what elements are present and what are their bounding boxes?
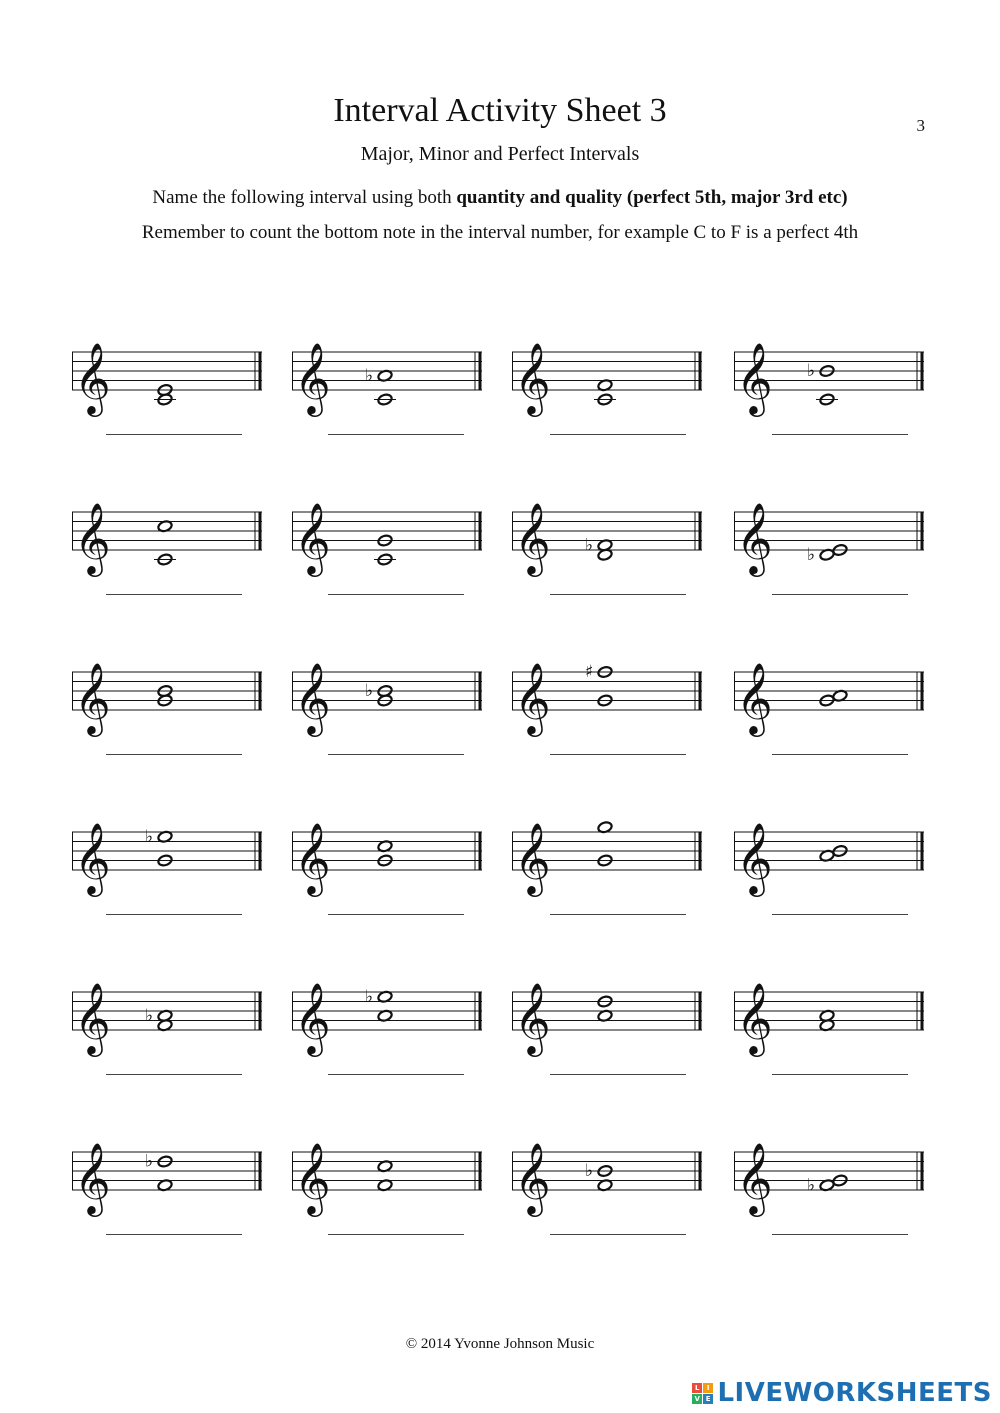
treble-clef-icon: 𝄞 [294,661,331,734]
instruction-text: Name the following interval using both [152,187,457,208]
treble-clef-icon: 𝄞 [736,501,773,574]
interval-staff [292,820,482,894]
interval-answer-field[interactable] [772,412,908,435]
interval-answer-field[interactable] [106,412,242,435]
interval-staff [72,500,262,574]
interval-staff [512,500,702,574]
treble-clef-icon: 𝄞 [74,661,111,734]
interval-staff [292,660,482,734]
treble-clef-icon: 𝄞 [514,341,551,414]
interval-answer-field[interactable] [106,1212,242,1235]
brand-text: LIVEWORKSHEETS [717,1378,992,1408]
interval-staff [734,340,924,414]
interval-staff [292,340,482,414]
brand-letter: E [703,1394,713,1404]
brand-letter: I [703,1383,713,1393]
treble-clef-icon: 𝄞 [736,821,773,894]
brand-letter: L [692,1383,702,1393]
interval-staff [72,1140,262,1214]
flat-accidental-icon: ♭ [145,1151,154,1172]
treble-clef-icon: 𝄞 [736,661,773,734]
interval-answer-field[interactable] [106,892,242,915]
treble-clef-icon: 𝄞 [74,501,111,574]
interval-staff [72,660,262,734]
interval-answer-field[interactable] [328,572,464,595]
flat-accidental-icon: ♭ [807,544,816,565]
flat-accidental-icon: ♭ [585,1161,594,1181]
interval-answer-field[interactable] [106,1052,242,1075]
treble-clef-icon: 𝄞 [74,821,111,894]
interval-answer-field[interactable] [106,572,242,595]
interval-answer-field[interactable] [328,412,464,435]
page-number: 3 [916,116,925,135]
liveworksheets-logo [692,1378,992,1408]
interval-staff [734,500,924,574]
page-subtitle: Major, Minor and Perfect Intervals [360,143,640,165]
interval-staff [734,1140,924,1214]
interval-staff [72,820,262,894]
treble-clef-icon: 𝄞 [514,501,551,574]
treble-clef-icon: 𝄞 [736,1141,773,1214]
treble-clef-icon: 𝄞 [736,341,773,414]
treble-clef-icon: 𝄞 [514,981,551,1054]
flat-accidental-icon: ♭ [145,1005,154,1026]
interval-answer-field[interactable] [772,1052,908,1075]
interval-staff [292,500,482,574]
flat-accidental-icon: ♭ [365,365,374,386]
interval-answer-field[interactable] [550,412,686,435]
treble-clef-icon: 𝄞 [294,821,331,894]
flat-accidental-icon: ♭ [365,681,374,701]
brand-letter: V [692,1394,702,1404]
interval-answer-field[interactable] [328,732,464,755]
instruction-line-2: Remember to count the bottom note in the interval number, for example C to F is a perfect 4th [141,222,859,243]
flat-accidental-icon: ♭ [145,826,154,847]
interval-staff [734,660,924,734]
interval-answer-field[interactable] [328,892,464,915]
sharp-accidental-icon: ♯ [585,662,594,682]
treble-clef-icon: 𝄞 [294,1141,331,1214]
instruction-bold-text: quantity and quality (perfect 5th, major 3rd etc) [456,187,848,208]
treble-clef-icon: 𝄞 [74,981,111,1054]
page-title: Interval Activity Sheet 3 [333,92,667,129]
interval-answer-field[interactable] [328,1052,464,1075]
interval-answer-field[interactable] [328,1212,464,1235]
treble-clef-icon: 𝄞 [514,661,551,734]
interval-answer-field[interactable] [550,572,686,595]
interval-staff [292,980,482,1054]
interval-answer-field[interactable] [550,892,686,915]
interval-answer-field[interactable] [772,892,908,915]
treble-clef-icon: 𝄞 [514,821,551,894]
treble-clef-icon: 𝄞 [514,1141,551,1214]
copyright-footer: © 2014 Yvonne Johnson Music [405,1336,595,1352]
flat-accidental-icon: ♭ [807,1175,816,1196]
flat-accidental-icon: ♭ [365,986,374,1007]
treble-clef-icon: 𝄞 [294,501,331,574]
interval-staff [512,1140,702,1214]
interval-staff [734,980,924,1054]
interval-answer-field[interactable] [772,1212,908,1235]
treble-clef-icon: 𝄞 [736,981,773,1054]
interval-staff [72,340,262,414]
brand-grid-icon [692,1383,713,1404]
treble-clef-icon: 𝄞 [74,1141,111,1214]
interval-answer-field[interactable] [772,572,908,595]
interval-staff [72,980,262,1054]
treble-clef-icon: 𝄞 [294,341,331,414]
interval-answer-field[interactable] [772,732,908,755]
interval-staff [512,980,702,1054]
interval-answer-field[interactable] [550,1052,686,1075]
interval-answer-field[interactable] [550,1212,686,1235]
treble-clef-icon: 𝄞 [74,341,111,414]
interval-staff [512,820,702,894]
interval-answer-field[interactable] [106,732,242,755]
interval-staff [734,820,924,894]
flat-accidental-icon: ♭ [807,361,816,381]
flat-accidental-icon: ♭ [585,535,594,556]
interval-staff [512,340,702,414]
interval-answer-field[interactable] [550,732,686,755]
treble-clef-icon: 𝄞 [294,981,331,1054]
interval-staff [512,660,702,734]
interval-staff [292,1140,482,1214]
